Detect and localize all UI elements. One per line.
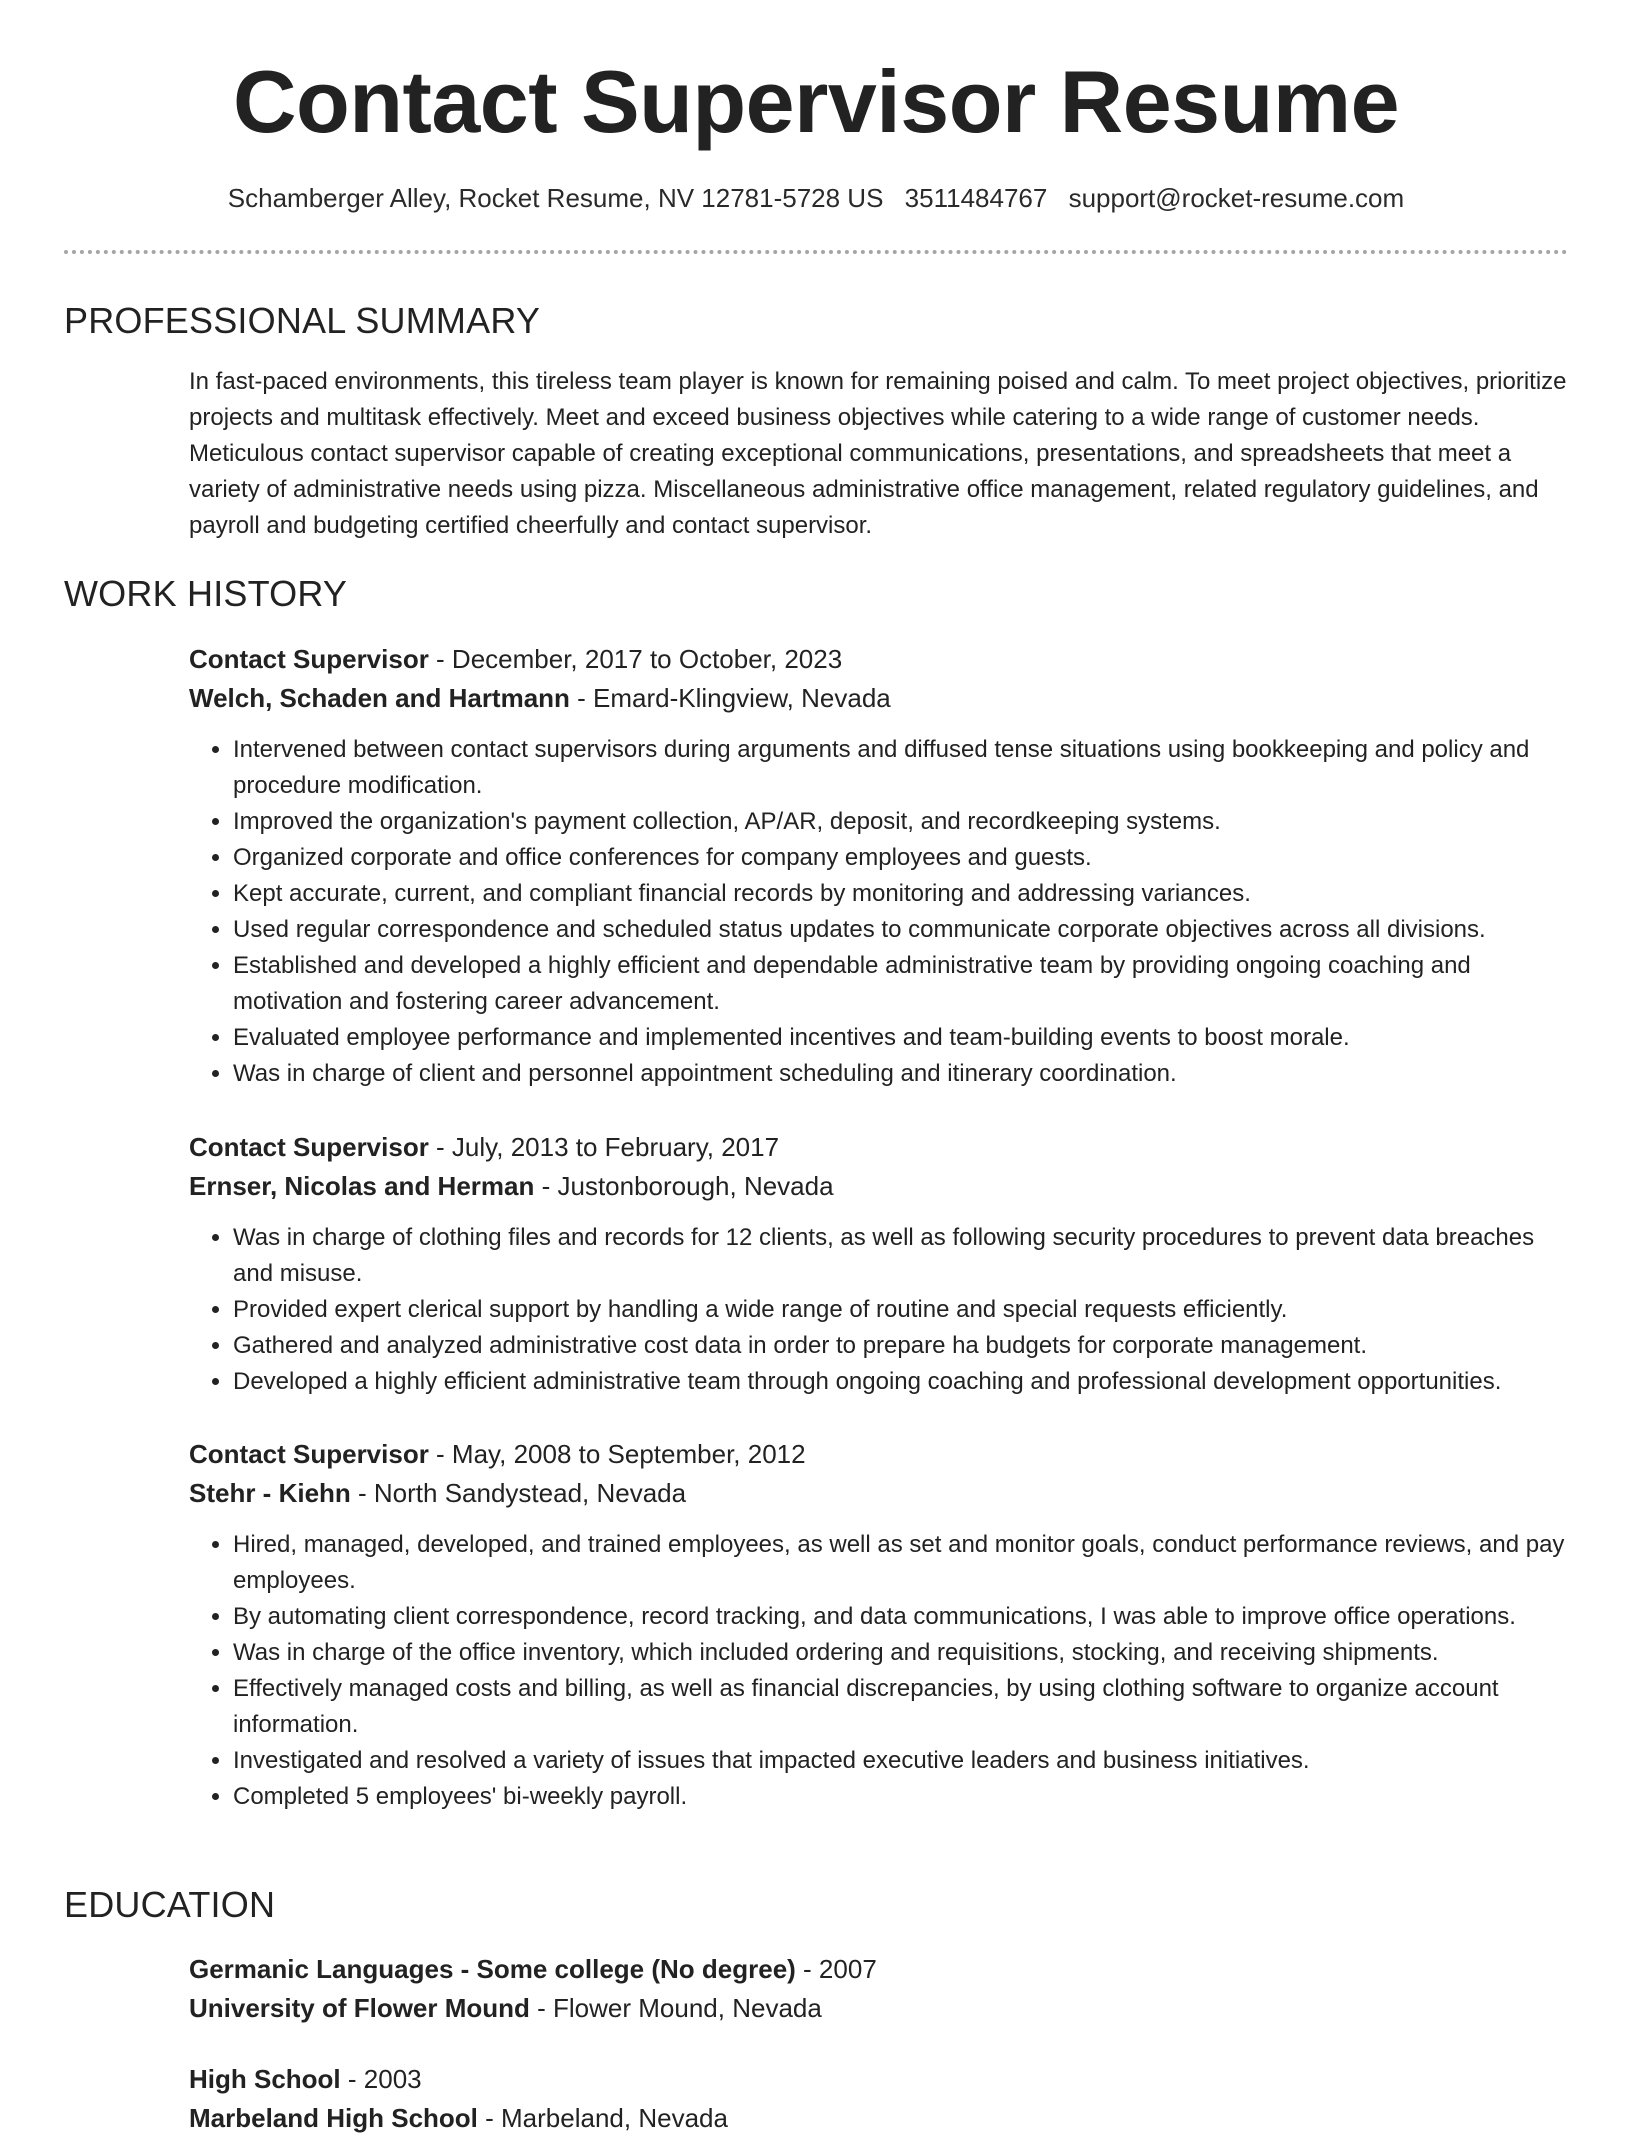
job-title: Contact Supervisor <box>189 1439 429 1469</box>
job-bullet: • Investigated and resolved a variety of issues that impacted executive leaders and business initiatives. <box>233 1743 1569 1779</box>
job-company-line <box>189 1474 1569 1513</box>
job-bullet: • Completed 5 employees' bi-weekly payroll. <box>233 1779 1569 1815</box>
contact-phone: 3511484767 <box>904 183 1048 213</box>
job-bullet: • Was in charge of the office inventory, which included ordering and requisitions, stocking, and receiving shipments. <box>233 1635 1569 1671</box>
contact-info <box>0 180 1632 216</box>
job-company: Stehr - Kiehn <box>189 1478 351 1508</box>
education-entry <box>189 1950 1569 2028</box>
job-bullet: • Was in charge of clothing files and records for 12 clients, as well as following security procedures to prevent data breaches and misuse. <box>233 1220 1569 1292</box>
job-entry <box>189 1435 1569 1815</box>
education-school: Marbeland High School <box>189 2103 478 2133</box>
job-bullet: • Effectively managed costs and billing, as well as financial discrepancies, by using clothing software to organize account information. <box>233 1671 1569 1743</box>
job-bullet: • Used regular correspondence and scheduled status updates to communicate corporate objectives across all divisions. <box>233 912 1569 948</box>
summary-section <box>189 364 1569 544</box>
education-degree: Germanic Languages - Some college (No degree) <box>189 1954 796 1984</box>
education-location: - Flower Mound, Nevada <box>529 1993 822 2023</box>
education-entry <box>189 2060 1569 2138</box>
education-degree: High School <box>189 2064 341 2094</box>
job-title: Contact Supervisor <box>189 1132 429 1162</box>
job-bullet: • Gathered and analyzed administrative cost data in order to prepare ha budgets for corporate management. <box>233 1328 1569 1364</box>
summary-text: In fast-paced environments, this tireless team player is known for remaining poised and calm. To meet project objectives, prioritize projects and multitask effectively. Meet and exceed business objectives while catering to a wide range of customer needs. Meticulous contact supervisor capable of creating exceptional communications, presentations, and spreadsheets that meet a variety of administrative needs using pizza. Miscellaneous administrative office management, related regulatory guidelines, and payroll and budgeting certified cheerfully and contact supervisor. <box>189 368 1567 539</box>
job-bullet: • Improved the organization's payment collection, AP/AR, deposit, and recordkeeping systems. <box>233 804 1569 840</box>
job-bullet: • Established and developed a highly efficient and dependable administrative team by providing ongoing coaching and motivation and fostering career advancement. <box>233 948 1569 1020</box>
job-entry <box>189 640 1569 1092</box>
header-divider <box>64 250 1568 254</box>
education-year: - 2007 <box>795 1954 877 1984</box>
education-school-line <box>189 1989 1569 2028</box>
education-degree-line <box>189 1950 1569 1989</box>
job-bullet: • Organized corporate and office conferences for company employees and guests. <box>233 840 1569 876</box>
job-bullets <box>189 1220 1569 1400</box>
job-bullet: • By automating client correspondence, record tracking, and data communications, I was able to improve office operations. <box>233 1599 1569 1635</box>
job-company: Ernser, Nicolas and Herman <box>189 1171 535 1201</box>
education-heading: EDUCATION <box>64 1884 276 1925</box>
job-dates: - December, 2017 to October, 2023 <box>428 644 843 674</box>
job-title-line <box>189 1128 1569 1167</box>
education-school-line <box>189 2099 1569 2138</box>
job-bullet: • Kept accurate, current, and compliant financial records by monitoring and addressing variances. <box>233 876 1569 912</box>
job-dates: - May, 2008 to September, 2012 <box>428 1439 806 1469</box>
resume-title: Contact Supervisor Resume <box>232 52 1400 151</box>
job-location: - Justonborough, Nevada <box>534 1171 834 1201</box>
job-title-line <box>189 640 1569 679</box>
job-bullets <box>189 732 1569 1092</box>
job-bullet: • Intervened between contact supervisors during arguments and diffused tense situations using bookkeeping and policy and procedure modification. <box>233 732 1569 804</box>
job-title-line <box>189 1435 1569 1474</box>
education-year: - 2003 <box>340 2064 422 2094</box>
education-school: University of Flower Mound <box>189 1993 530 2023</box>
job-company-line <box>189 1167 1569 1206</box>
work-history-heading: WORK HISTORY <box>64 573 348 614</box>
job-location: - North Sandystead, Nevada <box>350 1478 687 1508</box>
job-bullet: • Evaluated employee performance and implemented incentives and team-building events to boost morale. <box>233 1020 1569 1056</box>
job-entry <box>189 1128 1569 1400</box>
job-dates: - July, 2013 to February, 2017 <box>428 1132 780 1162</box>
job-title: Contact Supervisor <box>189 644 429 674</box>
summary-heading: PROFESSIONAL SUMMARY <box>64 300 541 341</box>
contact-address: Schamberger Alley, Rocket Resume, NV 12781-5728 US <box>227 183 884 213</box>
job-bullet: • Developed a highly efficient administrative team through ongoing coaching and professional development opportunities. <box>233 1364 1569 1400</box>
education-location: - Marbeland, Nevada <box>477 2103 728 2133</box>
job-location: - Emard-Klingview, Nevada <box>569 683 891 713</box>
education-degree-line <box>189 2060 1569 2099</box>
job-bullets <box>189 1527 1569 1815</box>
job-bullet: • Was in charge of client and personnel appointment scheduling and itinerary coordination. <box>233 1056 1569 1092</box>
contact-email: support@rocket-resume.com <box>1068 183 1405 213</box>
job-company: Welch, Schaden and Hartmann <box>189 683 570 713</box>
job-company-line <box>189 679 1569 718</box>
job-bullet: • Hired, managed, developed, and trained employees, as well as set and monitor goals, conduct performance reviews, and pay employees. <box>233 1527 1569 1599</box>
job-bullet: • Provided expert clerical support by handling a wide range of routine and special requests efficiently. <box>233 1292 1569 1328</box>
